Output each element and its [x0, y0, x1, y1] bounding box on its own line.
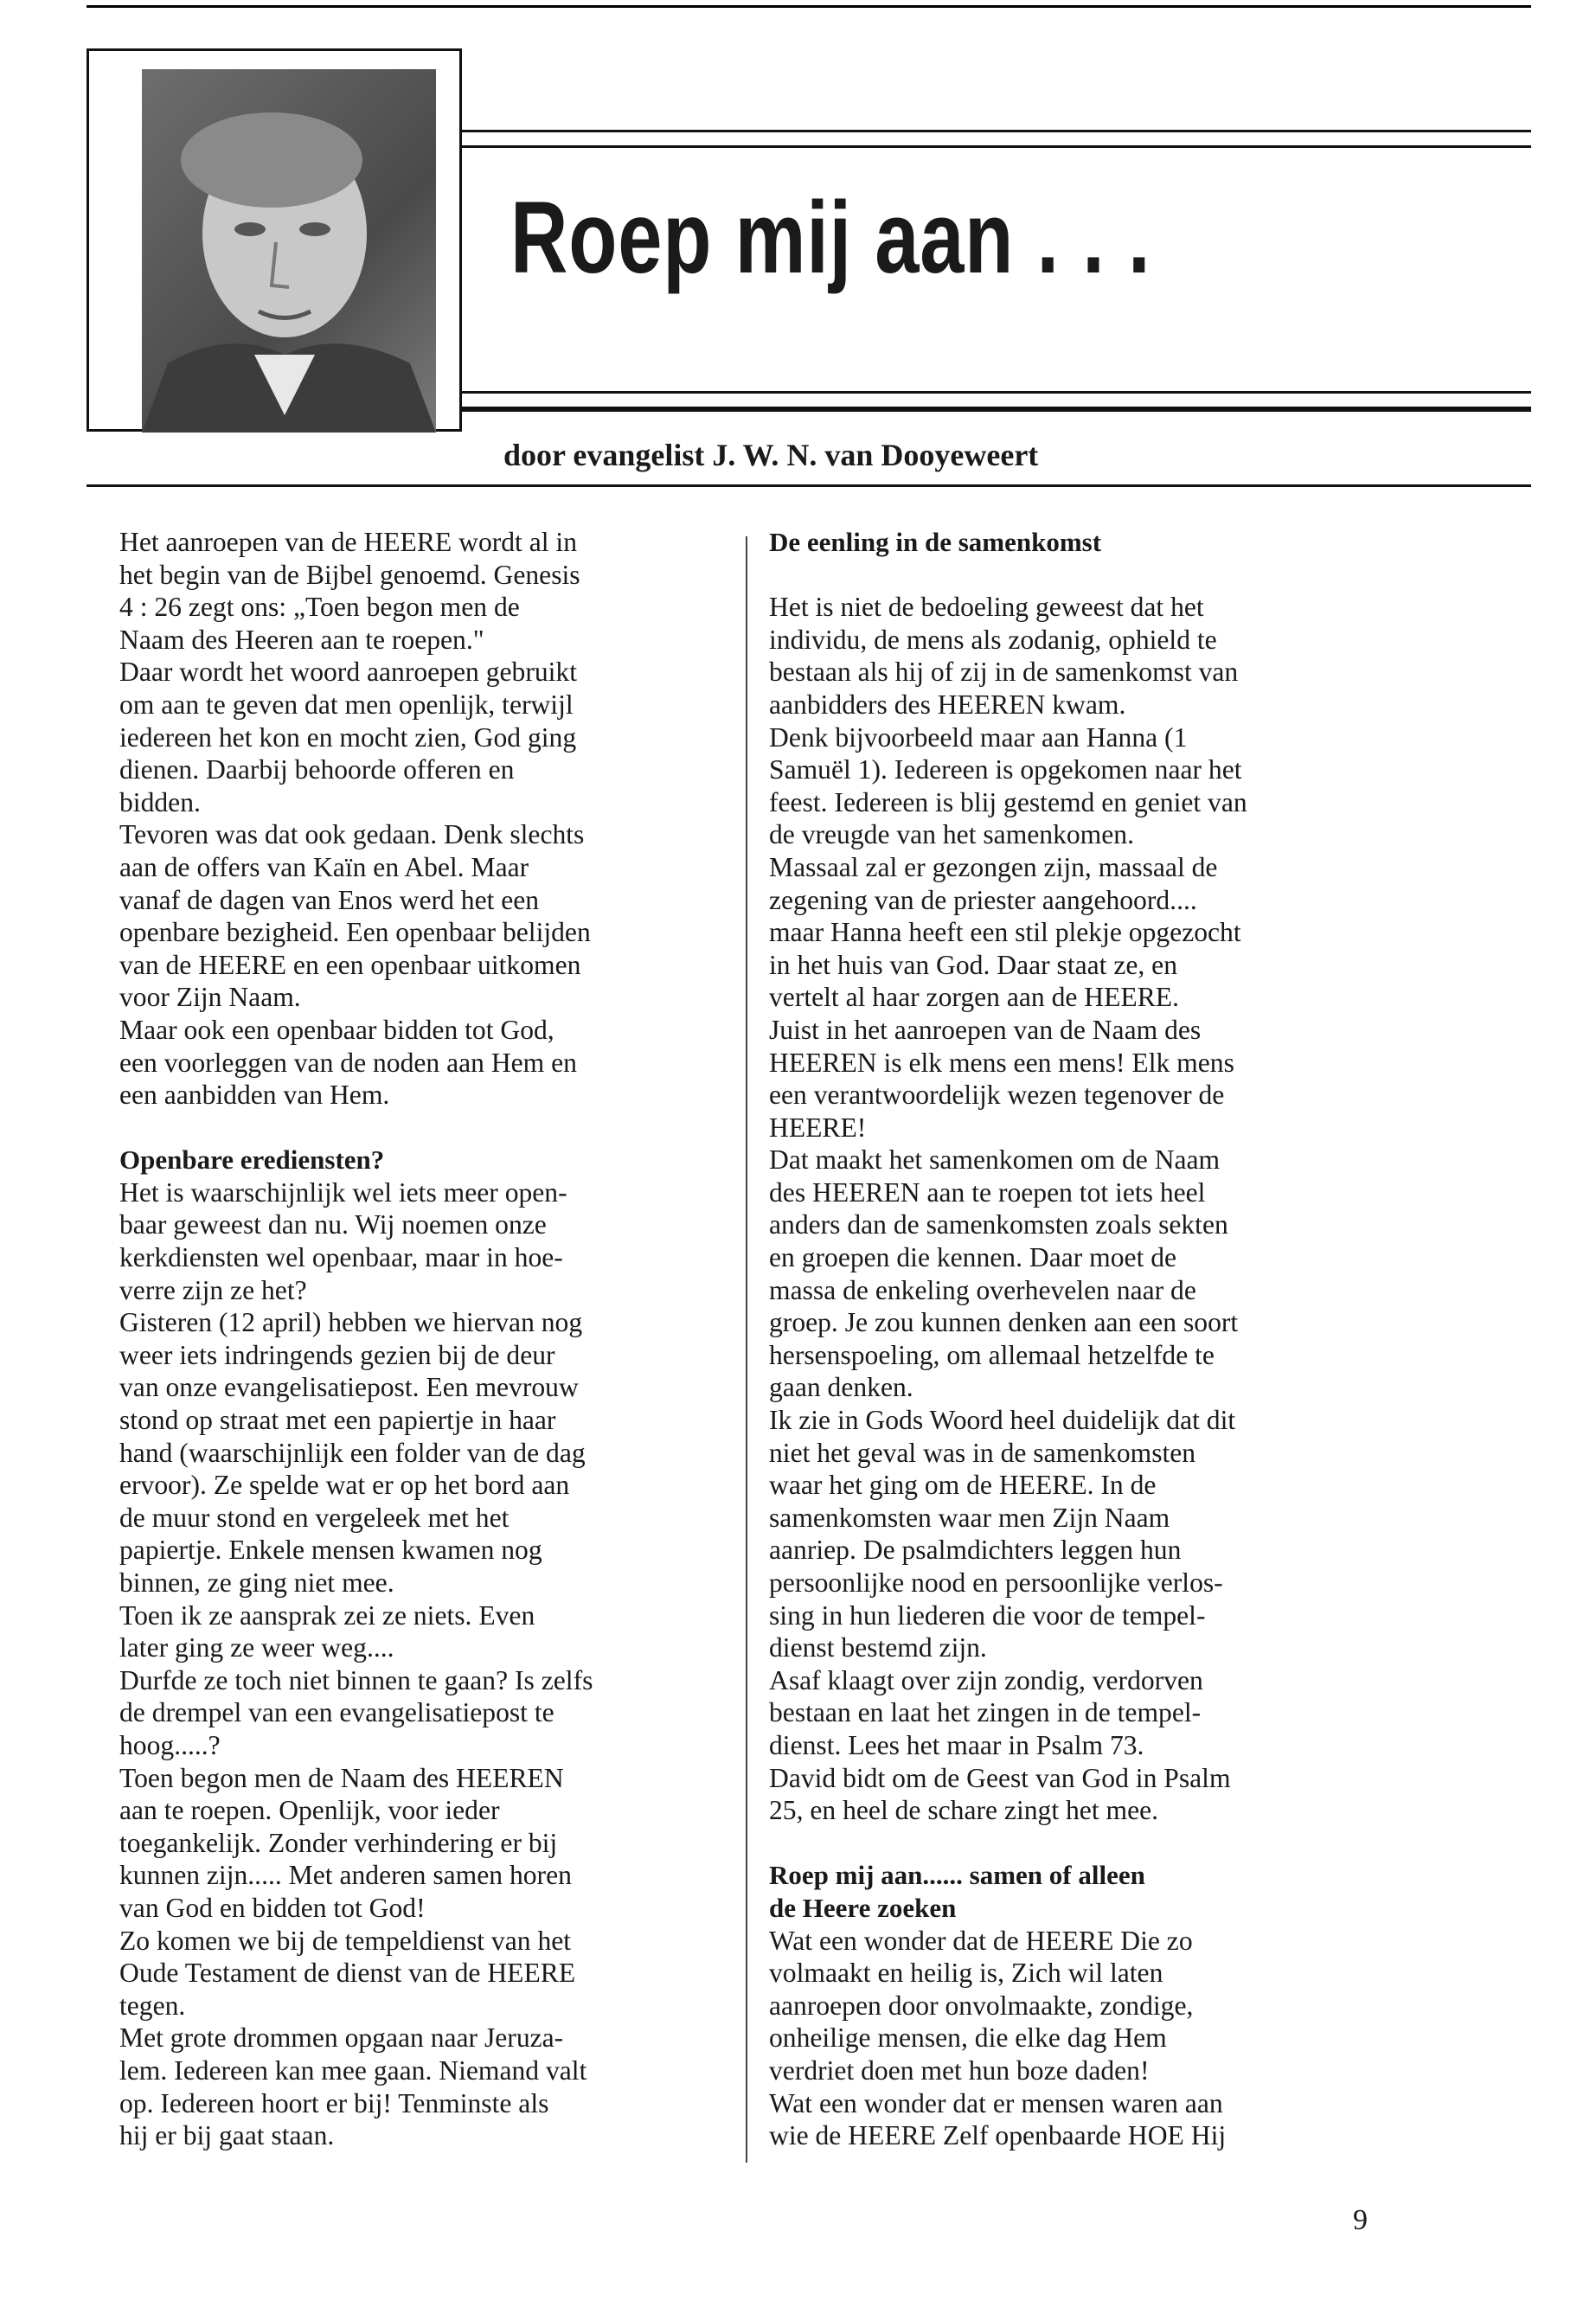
author-portrait: [142, 69, 436, 433]
text-line: Tevoren was dat ook gedaan. Denk slechts: [119, 819, 585, 850]
text-line: Wat een wonder dat de HEERE Die zo: [769, 1925, 1193, 1956]
text-line: aanbidders des HEEREN kwam.: [769, 689, 1126, 720]
text-line: HEEREN is elk mens een mens! Elk mens: [769, 1047, 1234, 1078]
text-line: bestaan als hij of zij in de samenkomst van: [769, 657, 1239, 688]
text-line: Het aanroepen van de HEERE wordt al in: [119, 527, 578, 557]
text-line: voor Zijn Naam.: [119, 982, 301, 1013]
text-line: bestaan en laat het zingen in de tempel-: [769, 1697, 1202, 1728]
text-line: openbare bezigheid. Een openbaar belijden: [119, 917, 591, 948]
text-line: onheilige mensen, die elke dag Hem: [769, 2022, 1167, 2054]
text-line: Massaal zal er gezongen zijn, massaal de: [769, 851, 1218, 882]
text-line: hoog.....?: [119, 1729, 221, 1760]
text-line: in het huis van God. Daar staat ze, en: [769, 949, 1177, 980]
text-line: groep. Je zou kunnen denken aan een soort: [769, 1307, 1239, 1338]
text-line: hersenspoeling, om allemaal hetzelfde te: [769, 1339, 1215, 1370]
frame-line: [87, 48, 89, 431]
text-line: een verantwoordelijk wezen tegenover de: [769, 1080, 1225, 1111]
text-line: Juist in het aanroepen van de Naam des: [769, 1014, 1202, 1045]
header-bottom-rule: [87, 484, 1531, 487]
text-line: aanroepen door onvolmaakte, zondige,: [769, 1990, 1194, 2021]
text-line: samenkomsten waar men Zijn Naam: [769, 1502, 1170, 1533]
text-line: maar Hanna heeft een stil plekje opgezocht: [769, 917, 1241, 948]
page-number: 9: [1353, 2204, 1368, 2236]
text-line: des HEEREN aan te roepen tot iets heel: [769, 1176, 1206, 1208]
text-line: het begin van de Bijbel genoemd. Genesis: [119, 559, 580, 590]
text-line: de muur stond en vergeleek met het: [119, 1502, 510, 1533]
text-line: Wat een wonder dat er mensen waren aan: [769, 2087, 1223, 2118]
text-line: vanaf de dagen van Enos werd het een: [119, 884, 540, 915]
frame-line: [462, 130, 1531, 132]
section-heading: de Heere zoeken: [769, 1892, 957, 1923]
text-line: Durfde ze toch niet binnen te gaan? Is zelfs: [119, 1664, 593, 1695]
frame-line: [459, 48, 462, 431]
frame-line: [462, 391, 1531, 394]
text-line: de vreugde van het samenkomen.: [769, 819, 1134, 850]
text-line: anders dan de samenkomsten zoals sekten: [769, 1209, 1228, 1240]
text-line: Gisteren (12 april) hebben we hiervan nog: [119, 1307, 583, 1338]
text-line: David bidt om de Geest van God in Psalm: [769, 1762, 1231, 1793]
text-line: dienst bestemd zijn.: [769, 1632, 987, 1663]
text-line: Toen ik ze aansprak zei ze niets. Even: [119, 1599, 535, 1631]
text-line: 25, en heel de schare zingt het mee.: [769, 1795, 1159, 1826]
text-line: Samuël 1). Iedereen is opgekomen naar het: [769, 754, 1242, 785]
text-line: lem. Iedereen kan mee gaan. Niemand valt: [119, 2054, 587, 2086]
text-line: HEERE!: [769, 1112, 867, 1143]
text-line: iedereen het kon en mocht zien, God ging: [119, 721, 577, 753]
text-line: verdriet doen met hun boze daden!: [769, 2054, 1150, 2086]
text-line: tegen.: [119, 1990, 186, 2021]
text-line: bidden.: [119, 786, 201, 817]
text-line: Het is waarschijnlijk wel iets meer open-: [119, 1176, 567, 1208]
text-line: papiertje. Enkele mensen kwamen nog: [119, 1535, 542, 1566]
text-line: toegankelijk. Zonder verhindering er bij: [119, 1827, 558, 1858]
text-line: van onze evangelisatiepost. Een mevrouw: [119, 1372, 579, 1403]
text-line: waar het ging om de HEERE. In de: [769, 1470, 1157, 1501]
text-line: dienst. Lees het maar in Psalm 73.: [769, 1729, 1144, 1760]
text-line: Maar ook een openbaar bidden tot God,: [119, 1014, 554, 1045]
paragraph-gap: [769, 559, 1392, 592]
text-line: op. Iedereen hoort er bij! Tenminste als: [119, 2087, 549, 2118]
section-heading: Roep mij aan...... samen of alleen: [769, 1860, 1145, 1891]
text-line: massa de enkeling overhevelen naar de: [769, 1274, 1196, 1305]
text-line: kerkdiensten wel openbaar, maar in hoe-: [119, 1242, 563, 1273]
frame-line: [462, 145, 1531, 148]
column-divider: [746, 536, 747, 2163]
right-column: [769, 526, 1392, 2152]
portrait-icon: [142, 69, 436, 433]
text-line: weer iets indringends gezien bij de deur: [119, 1339, 555, 1370]
text-line: hand (waarschijnlijk een folder van de dag: [119, 1437, 586, 1468]
text-line: verre zijn ze het?: [119, 1274, 307, 1305]
text-line: Met grote drommen opgaan naar Jeruza-: [119, 2022, 564, 2054]
text-line: aan de offers van Kaïn en Abel. Maar: [119, 851, 529, 882]
text-line: kunnen zijn..... Met anderen samen horen: [119, 1860, 572, 1891]
text-line: zegening van de priester aangehoord....: [769, 884, 1197, 915]
text-line: aan te roepen. Openlijk, voor ieder: [119, 1795, 500, 1826]
text-line: Het is niet de bedoeling geweest dat het: [769, 592, 1204, 623]
text-line: stond op straat met een papiertje in haar: [119, 1405, 556, 1436]
text-line: de drempel van een evangelisatiepost te: [119, 1697, 554, 1728]
article-header: [0, 0, 1596, 502]
text-line: Oude Testament de dienst van de HEERE: [119, 1958, 576, 1989]
text-line: Daar wordt het woord aanroepen gebruikt: [119, 657, 577, 688]
section-heading: Openbare erediensten?: [119, 1144, 385, 1176]
text-line: persoonlijke nood en persoonlijke verlos-: [769, 1567, 1223, 1598]
author-byline: door evangelist J. W. N. van Dooyeweert: [503, 438, 1039, 472]
text-line: gaan denken.: [769, 1372, 913, 1403]
text-line: van de HEERE en een openbaar uitkomen: [119, 949, 581, 980]
text-line: feest. Iedereen is blij gestemd en geniet van: [769, 786, 1247, 817]
text-line: Asaf klaagt over zijn zondig, verdorven: [769, 1664, 1203, 1695]
frame-line: [462, 407, 1531, 412]
text-line: wie de HEERE Zelf openbaarde HOE Hij: [769, 2120, 1227, 2151]
text-line: Zo komen we bij de tempeldienst van het: [119, 1925, 572, 1956]
text-line: later ging ze weer weg....: [119, 1632, 394, 1663]
text-line: Ik zie in Gods Woord heel duidelijk dat dit: [769, 1405, 1236, 1436]
text-line: aanriep. De psalmdichters leggen hun: [769, 1535, 1182, 1566]
text-line: en groepen die kennen. Daar moet de: [769, 1242, 1177, 1273]
text-line: Naam des Heeren aan te roepen.": [119, 624, 484, 655]
text-line: individu, de mens als zodanig, ophield te: [769, 624, 1217, 655]
text-line: hij er bij gaat staan.: [119, 2120, 335, 2151]
text-line: volmaakt en heilig is, Zich wil laten: [769, 1958, 1163, 1989]
text-line: Dat maakt het samenkomen om de Naam: [769, 1144, 1221, 1176]
text-line: om aan te geven dat men openlijk, terwijl: [119, 689, 574, 720]
text-line: vertelt al haar zorgen aan de HEERE.: [769, 982, 1179, 1013]
text-line: een voorleggen van de noden aan Hem en: [119, 1047, 577, 1078]
text-line: een aanbidden van Hem.: [119, 1080, 390, 1111]
text-line: 4 : 26 zegt ons: „Toen begon men de: [119, 592, 520, 623]
text-line: ervoor). Ze spelde wat er op het bord aan: [119, 1470, 570, 1501]
text-line: Toen begon men de Naam des HEEREN: [119, 1762, 564, 1793]
section-heading: De eenling in de samenkomst: [769, 527, 1102, 557]
paragraph-gap: [769, 1827, 1392, 1860]
text-line: binnen, ze ging niet mee.: [119, 1567, 394, 1598]
paragraph-gap: [119, 1112, 734, 1144]
article-title: Roep mij aan . . .: [510, 181, 1151, 295]
left-column: [119, 526, 734, 2152]
text-line: van God en bidden tot God!: [119, 1892, 426, 1923]
text-line: sing in hun liederen die voor de tempel-: [769, 1599, 1206, 1631]
text-line: baar geweest dan nu. Wij noemen onze: [119, 1209, 547, 1240]
text-line: niet het geval was in de samenkomsten: [769, 1437, 1196, 1468]
text-line: Denk bijvoorbeeld maar aan Hanna (1: [769, 721, 1188, 753]
text-line: dienen. Daarbij behoorde offeren en: [119, 754, 515, 785]
frame-line: [87, 48, 462, 51]
